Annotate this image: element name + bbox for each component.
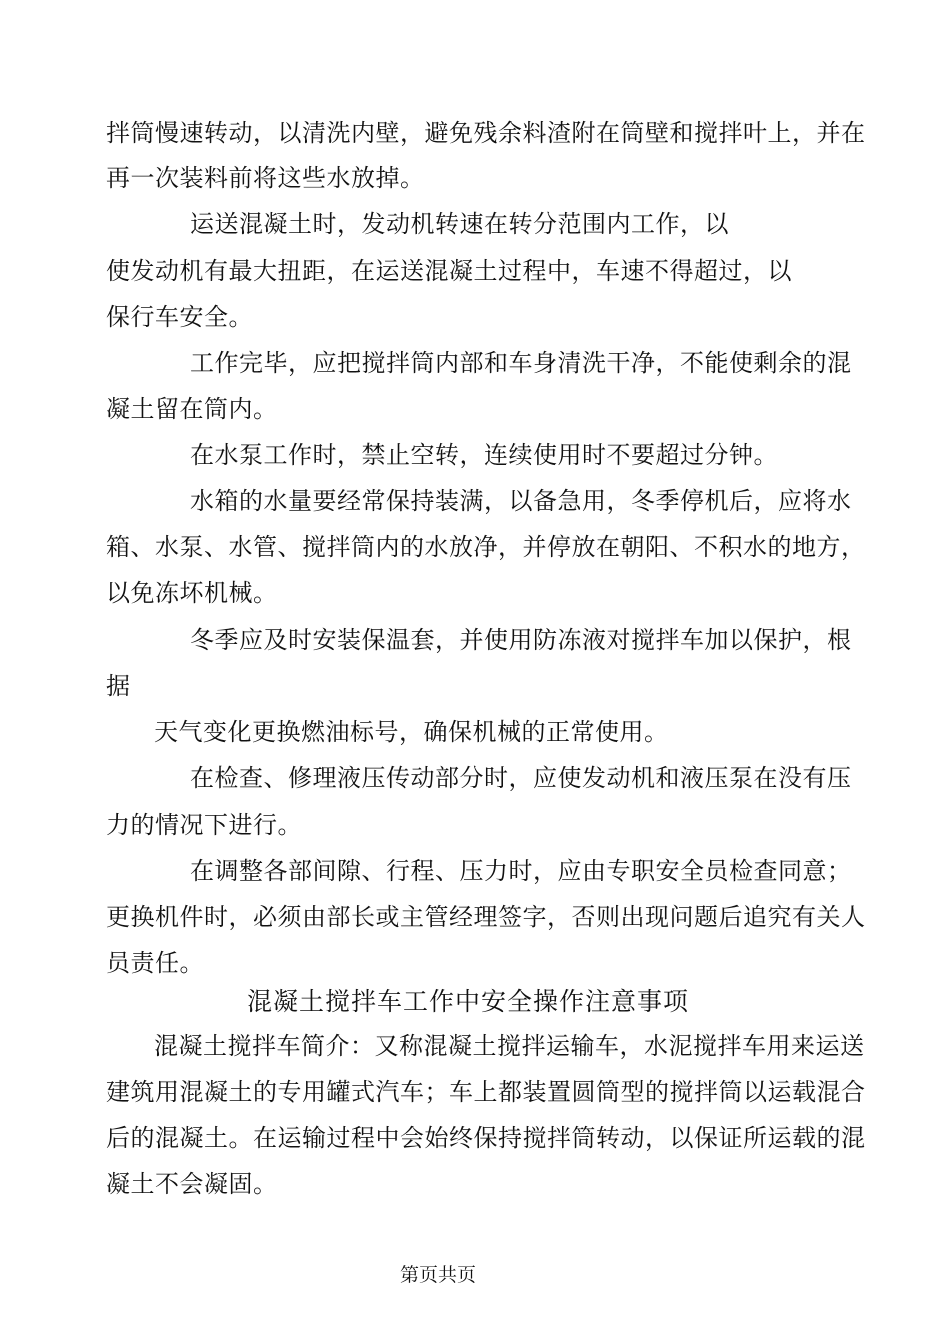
- body-line: 天气变化更换燃油标号，确保机械的正常使用。: [154, 718, 669, 746]
- body-line: 使发动机有最大扭距，在运送混凝土过程中，车速不得超过，以: [106, 257, 792, 285]
- body-line: 员责任。: [106, 949, 204, 977]
- body-line: 运送混凝土时，发动机转速在转分范围内工作，以: [190, 210, 729, 238]
- page-footer: 第页共页: [400, 1264, 477, 1286]
- body-line: 拌筒慢速转动，以清洗内壁，避免残余料渣附在筒壁和搅拌叶上，并在: [106, 119, 866, 147]
- body-line: 工作完毕，应把搅拌筒内部和车身清洗干净，不能使剩余的混: [190, 349, 852, 377]
- body-line: 冬季应及时安装保温套，并使用防冻液对搅拌车加以保护，根: [190, 626, 852, 654]
- body-line: 力的情况下进行。: [106, 811, 302, 839]
- body-line: 以免冻坏机械。: [106, 579, 278, 607]
- intro-line: 后的混凝土。在运输过程中会始终保持搅拌筒转动，以保证所运载的混: [106, 1124, 866, 1152]
- body-line: 凝土留在筒内。: [106, 395, 278, 423]
- section-title: 混凝土搅拌车工作中安全操作注意事项: [247, 987, 690, 1016]
- intro-line: 混凝土搅拌车简介：又称混凝土搅拌运输车，水泥搅拌车用来运送: [154, 1032, 865, 1060]
- body-line: 在水泵工作时，禁止空转，连续使用时不要超过分钟。: [190, 441, 778, 469]
- body-line: 箱、水泵、水管、搅拌筒内的水放净，并停放在朝阳、不积水的地方，: [106, 533, 866, 561]
- intro-line: 建筑用混凝土的专用罐式汽车；车上都装置圆筒型的搅拌筒以运载混合: [106, 1078, 866, 1106]
- body-line: 在调整各部间隙、行程、压力时，应由专职安全员检查同意；: [190, 857, 852, 885]
- body-line: 在检查、修理液压传动部分时，应使发动机和液压泵在没有压: [190, 764, 852, 792]
- intro-line: 凝土不会凝固。: [106, 1170, 278, 1198]
- body-line: 水箱的水量要经常保持装满，以备急用，冬季停机后，应将水: [190, 487, 852, 515]
- body-line: 更换机件时，必须由部长或主管经理签字，否则出现问题后追究有关人: [106, 903, 866, 931]
- body-line: 保行车安全。: [106, 303, 253, 331]
- body-line: 据: [106, 672, 131, 700]
- body-line: 再一次装料前将这些水放掉。: [106, 164, 425, 192]
